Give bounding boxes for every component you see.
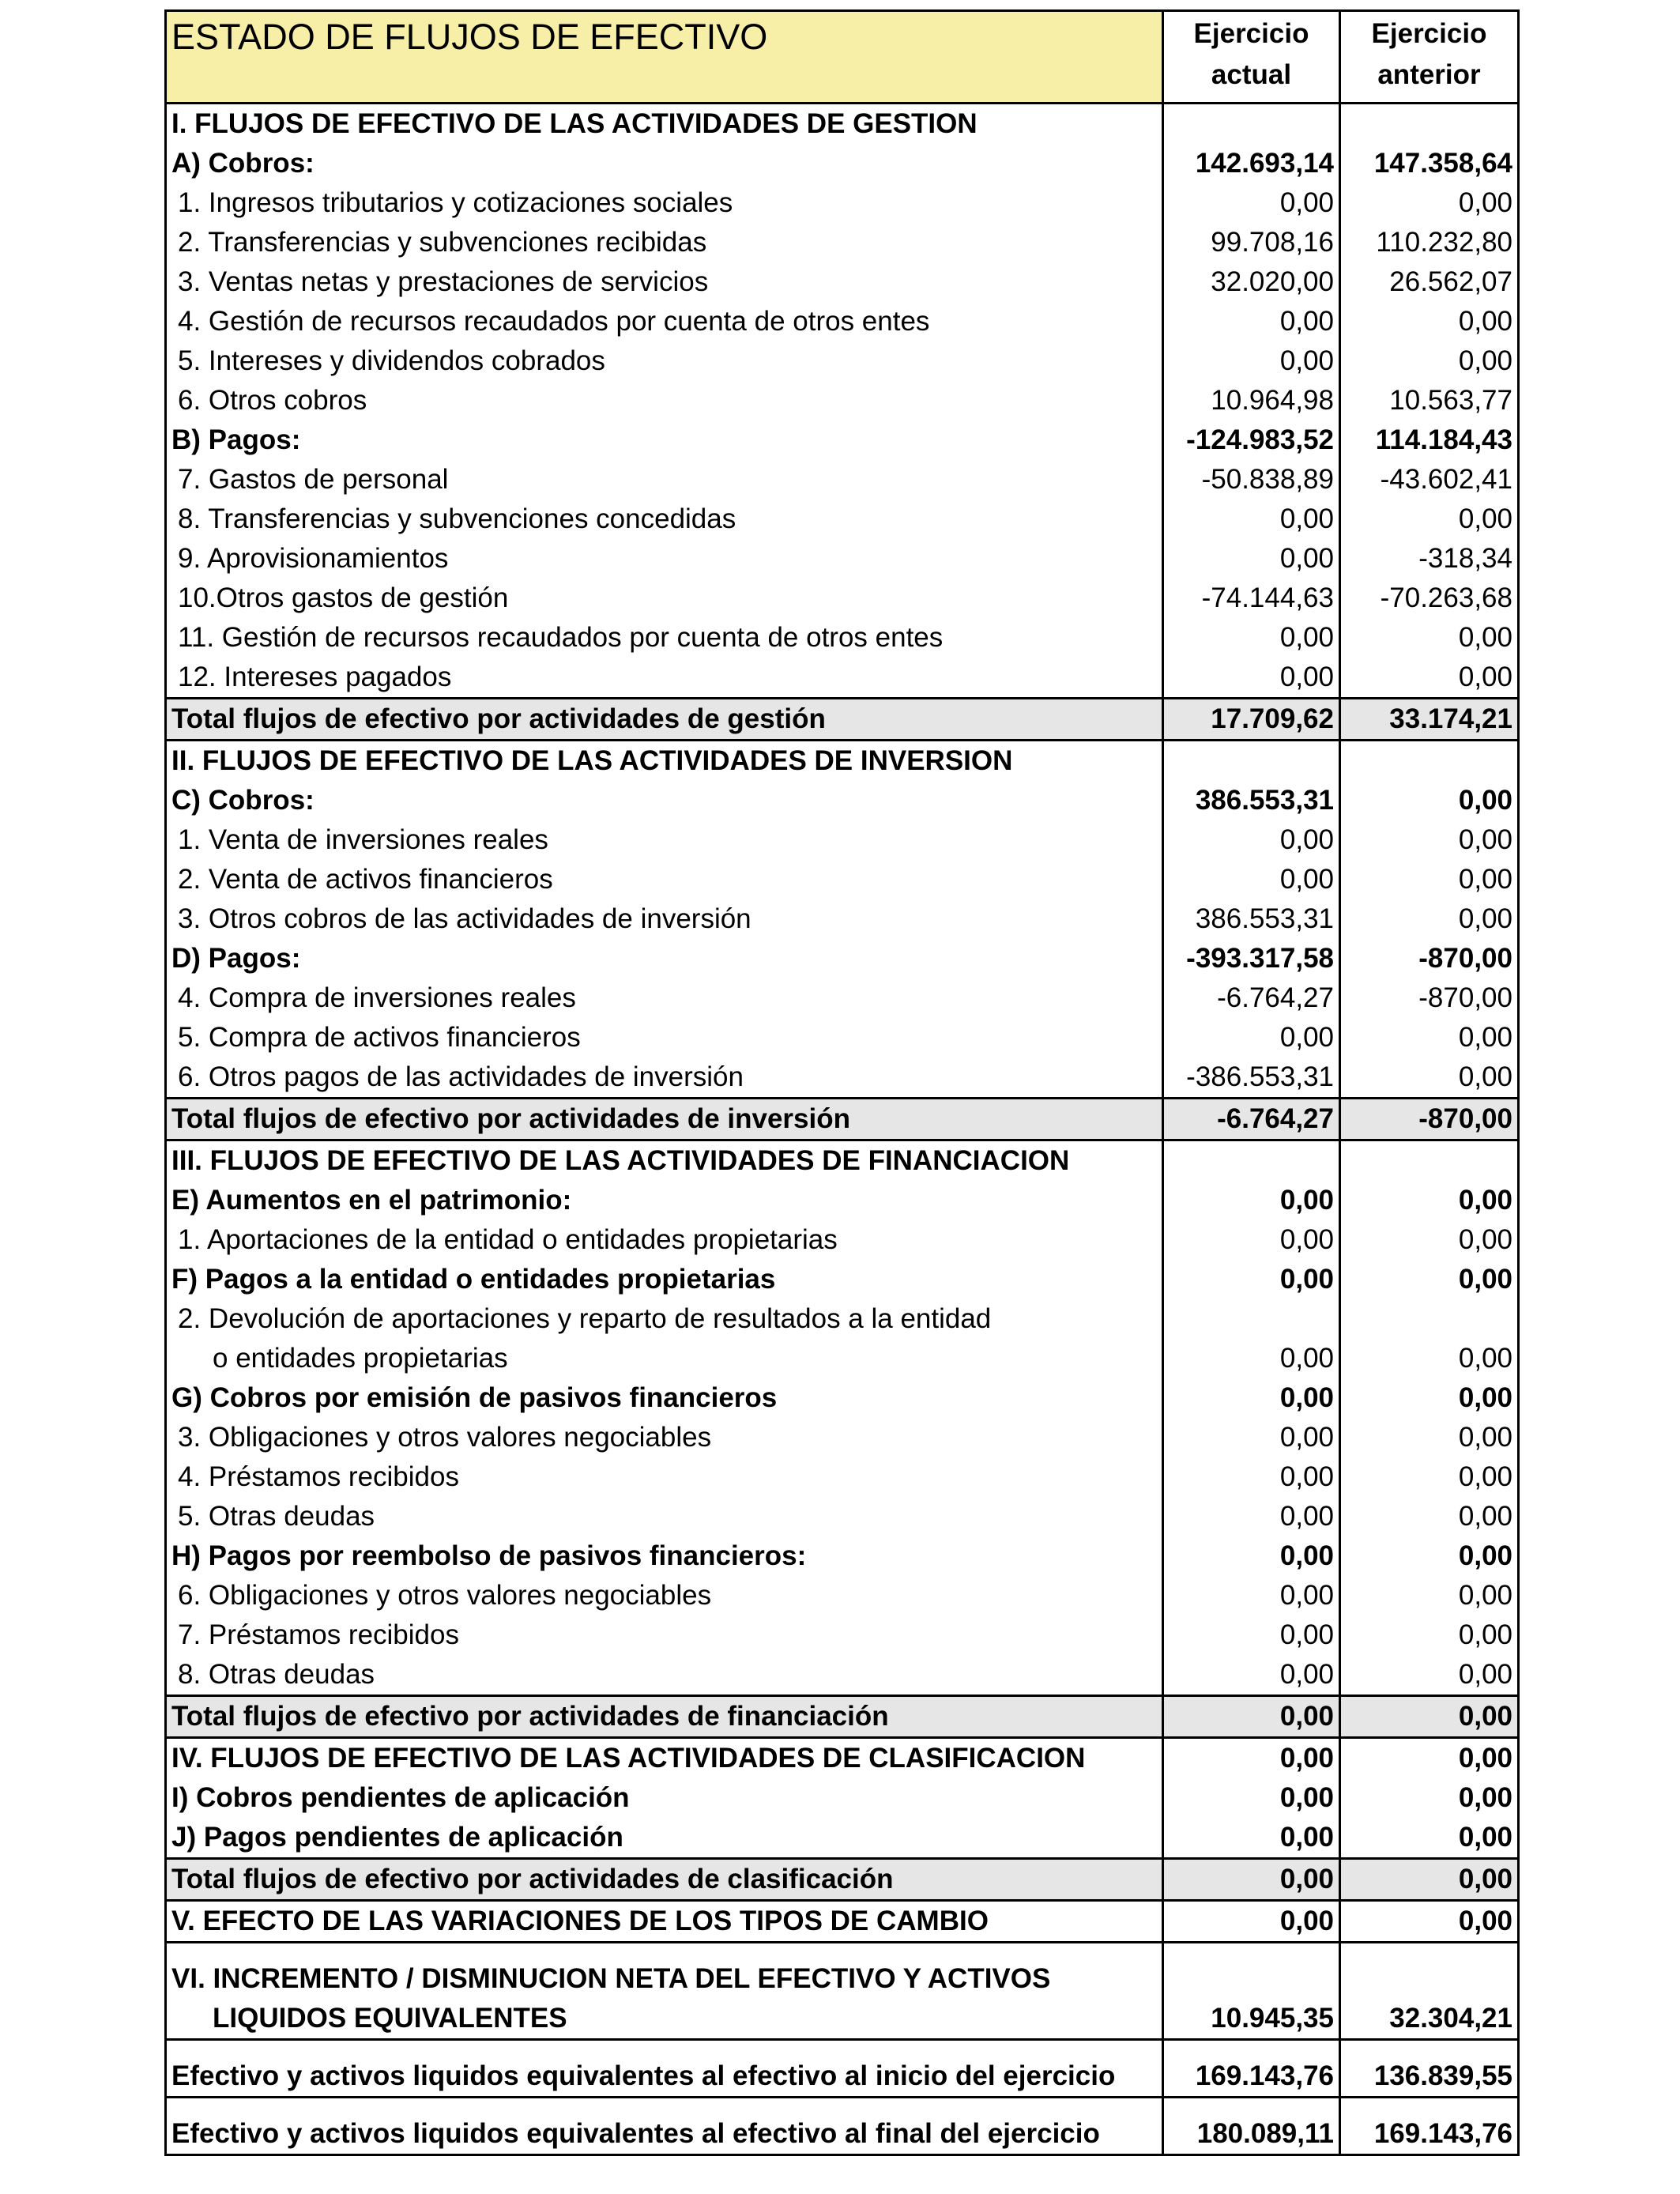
statement-row bbox=[166, 899, 1519, 939]
column-header-anterior bbox=[1340, 11, 1519, 104]
value-anterior: 10.563,77 bbox=[1340, 381, 1519, 420]
row-label: V. EFECTO DE LAS VARIACIONES DE LOS TIPOS DE CAMBIO bbox=[166, 1901, 1163, 1943]
statement-title: ESTADO DE FLUJOS DE EFECTIVO bbox=[166, 11, 1163, 104]
value-actual: 0,00 bbox=[1163, 1457, 1340, 1497]
value-actual: 0,00 bbox=[1163, 1778, 1340, 1818]
statement-row bbox=[166, 420, 1519, 460]
value-actual: 10.964,98 bbox=[1163, 381, 1340, 420]
statement-row bbox=[166, 144, 1519, 183]
row-label: 2. Venta de activos financieros bbox=[166, 860, 1163, 899]
row-label: VI. INCREMENTO / DISMINUCION NETA DEL EFECTIVO Y ACTIVOS bbox=[166, 1943, 1163, 2000]
value-actual: 0,00 bbox=[1163, 1339, 1340, 1378]
statement-row bbox=[166, 1181, 1519, 1220]
statement-row bbox=[166, 939, 1519, 978]
value-actual: 0,00 bbox=[1163, 1181, 1340, 1220]
cash-flow-table bbox=[164, 9, 1520, 2156]
row-label: 1. Aportaciones de la entidad o entidades propietarias bbox=[166, 1220, 1163, 1260]
value-actual bbox=[1163, 1943, 1340, 2000]
row-label: 6. Obligaciones y otros valores negociables bbox=[166, 1576, 1163, 1615]
column-header-actual-line2: actual bbox=[1211, 59, 1292, 90]
statement-row bbox=[166, 499, 1519, 539]
value-actual: 0,00 bbox=[1163, 1378, 1340, 1418]
row-label: A) Cobros: bbox=[166, 144, 1163, 183]
value-anterior: 26.562,07 bbox=[1340, 262, 1519, 302]
row-label: C) Cobros: bbox=[166, 781, 1163, 820]
value-anterior: 0,00 bbox=[1340, 1901, 1519, 1943]
value-anterior: 0,00 bbox=[1340, 1576, 1519, 1615]
value-anterior: 169.143,76 bbox=[1340, 2098, 1519, 2155]
row-label: 11. Gestión de recursos recaudados por cuenta de otros entes bbox=[166, 618, 1163, 658]
statement-row bbox=[166, 460, 1519, 499]
value-actual: -50.838,89 bbox=[1163, 460, 1340, 499]
statement-row bbox=[166, 1378, 1519, 1418]
statement-row bbox=[166, 1057, 1519, 1099]
total-row bbox=[166, 1859, 1519, 1901]
statement-row bbox=[166, 104, 1519, 145]
row-label: 7. Gastos de personal bbox=[166, 460, 1163, 499]
statement-row bbox=[166, 1738, 1519, 1779]
value-anterior: 0,00 bbox=[1340, 899, 1519, 939]
row-label: 8. Transferencias y subvenciones concedidas bbox=[166, 499, 1163, 539]
statement-row bbox=[166, 1220, 1519, 1260]
value-actual bbox=[1163, 741, 1340, 782]
value-actual: 0,00 bbox=[1163, 658, 1340, 699]
statement-row bbox=[166, 1299, 1519, 1339]
value-actual: 0,00 bbox=[1163, 1901, 1340, 1943]
value-anterior: 0,00 bbox=[1340, 1339, 1519, 1378]
value-actual bbox=[1163, 1299, 1340, 1339]
value-actual: 0,00 bbox=[1163, 1859, 1340, 1901]
value-anterior: -870,00 bbox=[1340, 978, 1519, 1018]
row-label: I) Cobros pendientes de aplicación bbox=[166, 1778, 1163, 1818]
row-label: 4. Préstamos recibidos bbox=[166, 1457, 1163, 1497]
row-label: I. FLUJOS DE EFECTIVO DE LAS ACTIVIDADES DE GESTION bbox=[166, 104, 1163, 145]
statement-row bbox=[166, 1260, 1519, 1299]
row-label: Efectivo y activos liquidos equivalentes al efectivo al final del ejercicio bbox=[166, 2098, 1163, 2155]
value-anterior: 0,00 bbox=[1340, 1418, 1519, 1457]
row-label: F) Pagos a la entidad o entidades propietarias bbox=[166, 1260, 1163, 1299]
value-actual: 32.020,00 bbox=[1163, 262, 1340, 302]
value-actual: 0,00 bbox=[1163, 618, 1340, 658]
statement-row bbox=[166, 2098, 1519, 2155]
row-label: 10.Otros gastos de gestión bbox=[166, 579, 1163, 618]
statement-row bbox=[166, 658, 1519, 699]
value-anterior: 0,00 bbox=[1340, 1696, 1519, 1738]
statement-row bbox=[166, 1457, 1519, 1497]
total-row bbox=[166, 699, 1519, 741]
value-anterior: 0,00 bbox=[1340, 658, 1519, 699]
value-anterior: 33.174,21 bbox=[1340, 699, 1519, 741]
value-actual: -124.983,52 bbox=[1163, 420, 1340, 460]
row-label: E) Aumentos en el patrimonio: bbox=[166, 1181, 1163, 1220]
value-anterior: 0,00 bbox=[1340, 1378, 1519, 1418]
value-anterior bbox=[1340, 1299, 1519, 1339]
value-anterior: 0,00 bbox=[1340, 1655, 1519, 1696]
statement-row bbox=[166, 1497, 1519, 1536]
value-anterior: 110.232,80 bbox=[1340, 223, 1519, 262]
value-anterior: 0,00 bbox=[1340, 341, 1519, 381]
row-label: 8. Otras deudas bbox=[166, 1655, 1163, 1696]
value-anterior: 0,00 bbox=[1340, 1457, 1519, 1497]
row-label: 5. Otras deudas bbox=[166, 1497, 1163, 1536]
column-header-anterior-line2: anterior bbox=[1377, 59, 1481, 90]
header-row bbox=[166, 11, 1519, 104]
value-anterior: -870,00 bbox=[1340, 939, 1519, 978]
value-anterior: 0,00 bbox=[1340, 820, 1519, 860]
value-actual: 0,00 bbox=[1163, 1576, 1340, 1615]
row-label: 3. Otros cobros de las actividades de inversión bbox=[166, 899, 1163, 939]
statement-row bbox=[166, 539, 1519, 579]
value-anterior: 0,00 bbox=[1340, 1497, 1519, 1536]
value-actual bbox=[1163, 104, 1340, 145]
statement-row bbox=[166, 2040, 1519, 2098]
statement-row bbox=[166, 978, 1519, 1018]
row-label: Total flujos de efectivo por actividades de financiación bbox=[166, 1696, 1163, 1738]
value-actual: 142.693,14 bbox=[1163, 144, 1340, 183]
value-actual: 0,00 bbox=[1163, 1260, 1340, 1299]
value-anterior: -43.602,41 bbox=[1340, 460, 1519, 499]
value-actual: 0,00 bbox=[1163, 341, 1340, 381]
value-anterior: 136.839,55 bbox=[1340, 2040, 1519, 2098]
row-label: Total flujos de efectivo por actividades de inversión bbox=[166, 1099, 1163, 1140]
value-actual: 0,00 bbox=[1163, 539, 1340, 579]
value-actual: -74.144,63 bbox=[1163, 579, 1340, 618]
row-label: 5. Intereses y dividendos cobrados bbox=[166, 341, 1163, 381]
value-anterior: 0,00 bbox=[1340, 1181, 1519, 1220]
value-actual: 0,00 bbox=[1163, 1418, 1340, 1457]
row-label: Efectivo y activos liquidos equivalentes al efectivo al inicio del ejercicio bbox=[166, 2040, 1163, 2098]
value-anterior: 0,00 bbox=[1340, 1778, 1519, 1818]
cash-flow-statement bbox=[164, 9, 1517, 2156]
value-actual: 99.708,16 bbox=[1163, 223, 1340, 262]
statement-row bbox=[166, 223, 1519, 262]
statement-row bbox=[166, 183, 1519, 223]
row-label: 4. Compra de inversiones reales bbox=[166, 978, 1163, 1018]
row-label: 6. Otros pagos de las actividades de inversión bbox=[166, 1057, 1163, 1099]
row-label: B) Pagos: bbox=[166, 420, 1163, 460]
value-actual: 10.945,35 bbox=[1163, 1999, 1340, 2040]
value-actual: 0,00 bbox=[1163, 1497, 1340, 1536]
statement-row bbox=[166, 1018, 1519, 1057]
value-anterior bbox=[1340, 1140, 1519, 1182]
value-anterior: 0,00 bbox=[1340, 1018, 1519, 1057]
value-anterior: 0,00 bbox=[1340, 1615, 1519, 1655]
row-label: G) Cobros por emisión de pasivos financieros bbox=[166, 1378, 1163, 1418]
row-label: 3. Ventas netas y prestaciones de servicios bbox=[166, 262, 1163, 302]
statement-row bbox=[166, 1418, 1519, 1457]
row-label: LIQUIDOS EQUIVALENTES bbox=[166, 1999, 1163, 2040]
column-header-anterior-line1: Ejercicio bbox=[1371, 18, 1487, 49]
statement-row bbox=[166, 1999, 1519, 2040]
total-row bbox=[166, 1099, 1519, 1140]
column-header-actual bbox=[1163, 11, 1340, 104]
row-label: 2. Transferencias y subvenciones recibidas bbox=[166, 223, 1163, 262]
row-label: J) Pagos pendientes de aplicación bbox=[166, 1818, 1163, 1859]
row-label: 6. Otros cobros bbox=[166, 381, 1163, 420]
value-anterior: 0,00 bbox=[1340, 1859, 1519, 1901]
value-anterior: 0,00 bbox=[1340, 781, 1519, 820]
value-actual: 386.553,31 bbox=[1163, 899, 1340, 939]
value-actual: 0,00 bbox=[1163, 1018, 1340, 1057]
value-actual: -6.764,27 bbox=[1163, 1099, 1340, 1140]
row-label: 9. Aprovisionamientos bbox=[166, 539, 1163, 579]
statement-row bbox=[166, 1655, 1519, 1696]
statement-row bbox=[166, 618, 1519, 658]
row-label: 3. Obligaciones y otros valores negociables bbox=[166, 1418, 1163, 1457]
value-actual: 0,00 bbox=[1163, 820, 1340, 860]
value-anterior bbox=[1340, 1943, 1519, 2000]
statement-row bbox=[166, 1576, 1519, 1615]
value-actual: 0,00 bbox=[1163, 1536, 1340, 1576]
row-label: 12. Intereses pagados bbox=[166, 658, 1163, 699]
value-actual: 0,00 bbox=[1163, 302, 1340, 341]
column-header-actual-line1: Ejercicio bbox=[1193, 18, 1309, 49]
statement-body bbox=[166, 104, 1519, 2155]
value-actual: 17.709,62 bbox=[1163, 699, 1340, 741]
row-label: 7. Préstamos recibidos bbox=[166, 1615, 1163, 1655]
value-actual: -386.553,31 bbox=[1163, 1057, 1340, 1099]
value-anterior: 147.358,64 bbox=[1340, 144, 1519, 183]
value-actual: 169.143,76 bbox=[1163, 2040, 1340, 2098]
statement-row bbox=[166, 302, 1519, 341]
statement-row bbox=[166, 262, 1519, 302]
value-actual: 0,00 bbox=[1163, 183, 1340, 223]
statement-row bbox=[166, 741, 1519, 782]
value-anterior: 0,00 bbox=[1340, 1738, 1519, 1779]
row-label: 2. Devolución de aportaciones y reparto de resultados a la entidad bbox=[166, 1299, 1163, 1339]
value-anterior: 0,00 bbox=[1340, 499, 1519, 539]
value-anterior: 32.304,21 bbox=[1340, 1999, 1519, 2040]
row-label: Total flujos de efectivo por actividades de clasificación bbox=[166, 1859, 1163, 1901]
value-anterior bbox=[1340, 104, 1519, 145]
statement-row bbox=[166, 1536, 1519, 1576]
statement-row bbox=[166, 579, 1519, 618]
value-actual: 386.553,31 bbox=[1163, 781, 1340, 820]
statement-row bbox=[166, 820, 1519, 860]
statement-row bbox=[166, 1615, 1519, 1655]
value-anterior: 0,00 bbox=[1340, 1220, 1519, 1260]
statement-row bbox=[166, 1943, 1519, 2000]
value-anterior bbox=[1340, 741, 1519, 782]
value-anterior: -70.263,68 bbox=[1340, 579, 1519, 618]
statement-row bbox=[166, 1818, 1519, 1859]
row-label: o entidades propietarias bbox=[166, 1339, 1163, 1378]
value-actual: 0,00 bbox=[1163, 1738, 1340, 1779]
statement-row bbox=[166, 381, 1519, 420]
row-label: 1. Ingresos tributarios y cotizaciones sociales bbox=[166, 183, 1163, 223]
value-anterior: -870,00 bbox=[1340, 1099, 1519, 1140]
value-anterior: 0,00 bbox=[1340, 1260, 1519, 1299]
value-actual: 0,00 bbox=[1163, 860, 1340, 899]
value-anterior: 0,00 bbox=[1340, 183, 1519, 223]
value-anterior: 0,00 bbox=[1340, 1057, 1519, 1099]
row-label: III. FLUJOS DE EFECTIVO DE LAS ACTIVIDADES DE FINANCIACION bbox=[166, 1140, 1163, 1182]
value-actual: 0,00 bbox=[1163, 1655, 1340, 1696]
row-label: 5. Compra de activos financieros bbox=[166, 1018, 1163, 1057]
total-row bbox=[166, 1696, 1519, 1738]
row-label: 4. Gestión de recursos recaudados por cuenta de otros entes bbox=[166, 302, 1163, 341]
value-actual: -6.764,27 bbox=[1163, 978, 1340, 1018]
row-label: Total flujos de efectivo por actividades de gestión bbox=[166, 699, 1163, 741]
value-actual: 180.089,11 bbox=[1163, 2098, 1340, 2155]
row-label: IV. FLUJOS DE EFECTIVO DE LAS ACTIVIDADES DE CLASIFICACION bbox=[166, 1738, 1163, 1779]
value-actual bbox=[1163, 1140, 1340, 1182]
statement-row bbox=[166, 860, 1519, 899]
value-anterior: 0,00 bbox=[1340, 618, 1519, 658]
value-anterior: 114.184,43 bbox=[1340, 420, 1519, 460]
statement-row bbox=[166, 341, 1519, 381]
value-actual: 0,00 bbox=[1163, 1220, 1340, 1260]
value-actual: -393.317,58 bbox=[1163, 939, 1340, 978]
value-anterior: 0,00 bbox=[1340, 1818, 1519, 1859]
statement-row bbox=[166, 1778, 1519, 1818]
statement-row bbox=[166, 1339, 1519, 1378]
row-label: D) Pagos: bbox=[166, 939, 1163, 978]
value-anterior: -318,34 bbox=[1340, 539, 1519, 579]
statement-row bbox=[166, 781, 1519, 820]
value-anterior: 0,00 bbox=[1340, 302, 1519, 341]
statement-row bbox=[166, 1140, 1519, 1182]
value-actual: 0,00 bbox=[1163, 1696, 1340, 1738]
value-actual: 0,00 bbox=[1163, 1615, 1340, 1655]
value-anterior: 0,00 bbox=[1340, 860, 1519, 899]
row-label: H) Pagos por reembolso de pasivos financieros: bbox=[166, 1536, 1163, 1576]
statement-row bbox=[166, 1901, 1519, 1943]
value-anterior: 0,00 bbox=[1340, 1536, 1519, 1576]
row-label: II. FLUJOS DE EFECTIVO DE LAS ACTIVIDADES DE INVERSION bbox=[166, 741, 1163, 782]
value-actual: 0,00 bbox=[1163, 1818, 1340, 1859]
row-label: 1. Venta de inversiones reales bbox=[166, 820, 1163, 860]
value-actual: 0,00 bbox=[1163, 499, 1340, 539]
